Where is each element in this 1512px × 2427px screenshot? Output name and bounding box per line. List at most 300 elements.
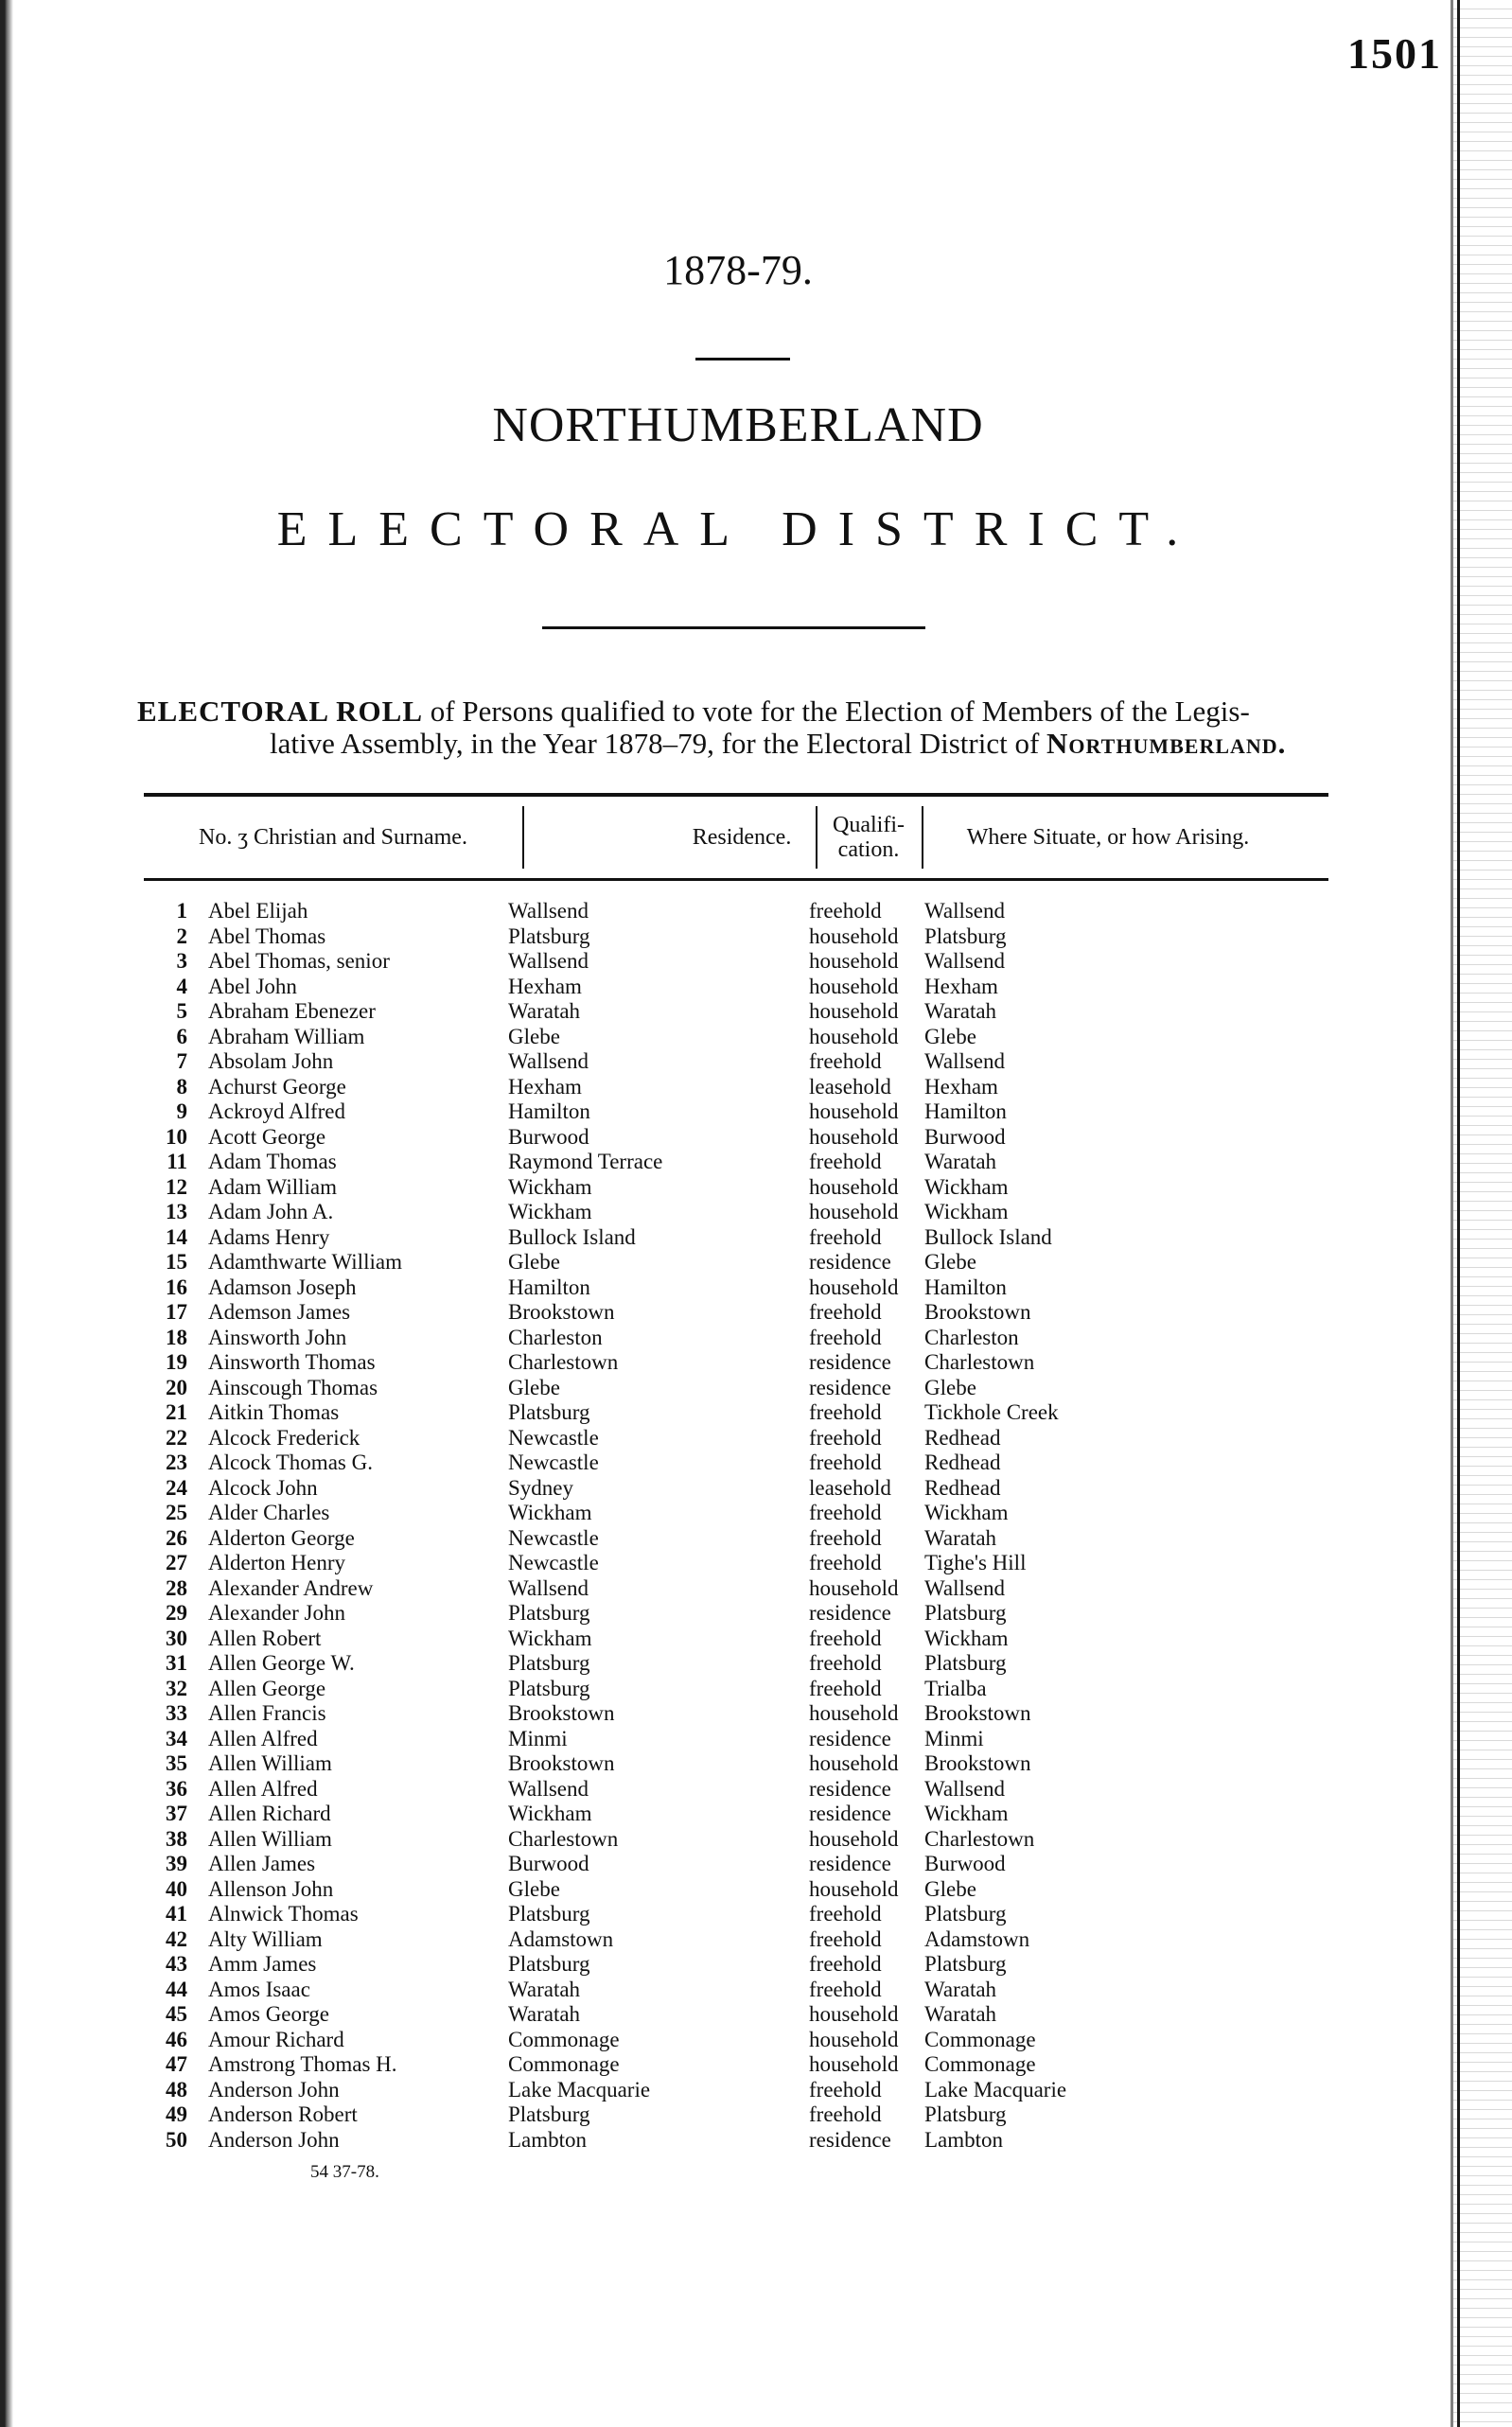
table-row (0, 999, 1512, 1025)
table-row (0, 1350, 1512, 1376)
voter-name: Alcock Frederick (208, 1425, 360, 1450)
row-number: 35 (166, 1751, 187, 1775)
residence: Wallsend (508, 1049, 589, 1073)
qualification: freehold (809, 1551, 882, 1574)
long-divider (542, 626, 925, 629)
qualification: freehold (809, 1451, 882, 1474)
row-number: 32 (166, 1676, 187, 1700)
qualification: household (809, 1275, 899, 1299)
qualification: household (809, 974, 899, 998)
residence: Wallsend (508, 1575, 589, 1600)
qualification: freehold (809, 1425, 882, 1450)
qualification: freehold (809, 1952, 882, 1976)
voter-name: Amm James (208, 1952, 317, 1976)
row-number: 39 (166, 1852, 187, 1875)
table-row (0, 1451, 1512, 1476)
voter-name: Allen George W. (208, 1651, 355, 1675)
voter-name: Aitkin Thomas (208, 1400, 340, 1424)
where-situate: Wallsend (924, 1049, 1006, 1073)
voter-name: Alcock Thomas G. (208, 1451, 373, 1474)
row-number: 34 (166, 1726, 187, 1750)
residence: Hamilton (508, 1099, 590, 1123)
row-number: 42 (166, 1926, 187, 1951)
where-situate: Wickham (924, 1200, 1009, 1223)
table-header (144, 793, 1328, 881)
row-number: 3 (176, 949, 187, 973)
row-number: 50 (166, 2127, 187, 2152)
row-number: 4 (176, 974, 187, 998)
voter-name: Abel John (208, 974, 297, 998)
row-number: 26 (166, 1525, 187, 1550)
residence: Glebe (508, 1250, 560, 1274)
residence: Hexham (508, 1074, 582, 1099)
where-situate: Glebe (924, 1250, 976, 1274)
table-row (0, 1501, 1512, 1526)
residence: Commonage (508, 2027, 620, 2051)
table-row (0, 1576, 1512, 1602)
qualification: freehold (809, 1224, 882, 1249)
voter-name: Ackroyd Alfred (208, 1099, 345, 1123)
residence: Burwood (508, 1124, 589, 1149)
row-number: 10 (166, 1124, 187, 1149)
voter-name: Abel Thomas (208, 923, 326, 948)
intro-text-line1: of Persons qualified to vote for the Election of Members of the Legis- (423, 695, 1250, 728)
row-number: 30 (166, 1626, 187, 1650)
qualification: freehold (809, 1626, 882, 1650)
where-situate: Commonage (924, 2027, 1036, 2051)
where-situate: Wickham (924, 1802, 1009, 1825)
where-situate: Brookstown (924, 1300, 1031, 1324)
table-row (0, 924, 1512, 950)
where-situate: Brookstown (924, 1701, 1031, 1725)
voter-name: Achurst George (208, 1074, 346, 1099)
table-row (0, 975, 1512, 1000)
residence: Glebe (508, 1876, 560, 1901)
qualification: residence (809, 1802, 891, 1825)
where-situate: Hamilton (924, 1099, 1007, 1123)
row-number: 18 (166, 1325, 187, 1349)
table-row (0, 1426, 1512, 1451)
row-number: 22 (166, 1425, 187, 1450)
table-row (0, 1376, 1512, 1401)
qualification: household (809, 1876, 899, 1901)
qualification: freehold (809, 1150, 882, 1173)
qualification: freehold (809, 899, 882, 923)
qualification: household (809, 1751, 899, 1775)
where-situate: Bullock Island (924, 1224, 1052, 1249)
where-situate: Wickham (924, 1626, 1009, 1650)
residence: Charlestown (508, 1826, 619, 1851)
voter-name: Allen Alfred (208, 1726, 318, 1750)
residence: Platsburg (508, 1676, 590, 1700)
qualification: freehold (809, 1300, 882, 1324)
qualification: household (809, 1024, 899, 1048)
table-row (0, 1802, 1512, 1827)
qualification: household (809, 2052, 899, 2076)
row-number: 23 (166, 1451, 187, 1474)
residence: Newcastle (508, 1551, 599, 1574)
where-situate: Platsburg (924, 923, 1007, 948)
qualification: residence (809, 1375, 891, 1399)
voter-name: Amos Isaac (208, 1977, 310, 2001)
table-row (0, 1952, 1512, 1978)
qualification: freehold (809, 1926, 882, 1951)
residence: Lambton (508, 2127, 588, 2152)
table-row (0, 1275, 1512, 1301)
table-row (0, 2078, 1512, 2103)
row-number: 41 (166, 1902, 187, 1926)
where-situate: Wallsend (924, 1575, 1006, 1600)
table-row (0, 2028, 1512, 2053)
table-row (0, 1250, 1512, 1275)
table-row (0, 1902, 1512, 1927)
qualification: leasehold (809, 1475, 891, 1500)
voter-name: Alderton Henry (208, 1551, 345, 1574)
qualification: residence (809, 1250, 891, 1274)
residence: Waratah (508, 999, 581, 1023)
district-name: NORTHUMBERLAND (492, 398, 984, 452)
voter-name: Alderton George (208, 1525, 355, 1550)
voter-name: Anderson Robert (208, 2102, 358, 2126)
qualification: household (809, 1826, 899, 1851)
voter-name: Allen Alfred (208, 1776, 318, 1801)
row-number: 36 (166, 1776, 187, 1801)
row-number: 48 (166, 2077, 187, 2102)
where-situate: Wallsend (924, 1776, 1006, 1801)
header-where: Where Situate, or how Arising. (966, 825, 1250, 850)
residence: Wickham (508, 1501, 592, 1524)
row-number: 29 (166, 1601, 187, 1625)
where-situate: Glebe (924, 1024, 976, 1048)
table-row (0, 1727, 1512, 1752)
residence: Minmi (508, 1726, 568, 1750)
voter-name: Adam Thomas (208, 1150, 337, 1173)
where-situate: Platsburg (924, 1902, 1007, 1926)
row-number: 2 (176, 923, 187, 948)
residence: Wallsend (508, 949, 589, 973)
table-row (0, 1400, 1512, 1426)
table-row (0, 1526, 1512, 1552)
voter-name: Amour Richard (208, 2027, 344, 2051)
where-situate: Charlestown (924, 1350, 1035, 1374)
qualification: freehold (809, 1977, 882, 2001)
table-row (0, 1150, 1512, 1175)
row-number: 12 (166, 1174, 187, 1199)
voter-name: Adamthwarte William (208, 1250, 402, 1274)
qualification: household (809, 1124, 899, 1149)
qualification: residence (809, 1350, 891, 1374)
qualification: leasehold (809, 1074, 891, 1099)
table-row (0, 1601, 1512, 1627)
table-row (0, 1651, 1512, 1677)
where-situate: Tighe's Hill (924, 1551, 1027, 1574)
table-row (0, 1326, 1512, 1351)
residence: Wickham (508, 1200, 592, 1223)
voter-name: Allen Richard (208, 1802, 331, 1825)
voter-name: Ainsworth Thomas (208, 1350, 376, 1374)
row-number: 20 (166, 1375, 187, 1399)
row-number: 40 (166, 1876, 187, 1901)
residence: Newcastle (508, 1425, 599, 1450)
qualification: residence (809, 2127, 891, 2152)
where-situate: Redhead (924, 1451, 1001, 1474)
table-row (0, 2052, 1512, 2078)
where-situate: Waratah (924, 1525, 997, 1550)
residence: Platsburg (508, 2102, 590, 2126)
where-situate: Platsburg (924, 1601, 1007, 1625)
voter-name: Alnwick Thomas (208, 1902, 359, 1926)
residence: Wallsend (508, 899, 589, 923)
voter-name: Allen George (208, 1676, 326, 1700)
where-situate: Waratah (924, 999, 997, 1023)
qualification: freehold (809, 1525, 882, 1550)
qualification: household (809, 1200, 899, 1223)
residence: Wallsend (508, 1776, 589, 1801)
qualification: household (809, 2027, 899, 2051)
intro-text-line2: lative Assembly, in the Year 1878–79, for the Electoral District of (270, 727, 1047, 760)
where-situate: Charlestown (924, 1826, 1035, 1851)
district-subtitle: ELECTORAL DISTRICT. (276, 502, 1200, 556)
where-situate: Tickhole Creek (924, 1400, 1059, 1424)
row-number: 45 (166, 2002, 187, 2026)
voter-name: Allenson John (208, 1876, 334, 1901)
voter-name: Amstrong Thomas H. (208, 2052, 397, 2076)
where-situate: Hamilton (924, 1275, 1007, 1299)
where-situate: Waratah (924, 1977, 997, 2001)
residence: Wickham (508, 1174, 592, 1199)
where-situate: Platsburg (924, 2102, 1007, 2126)
table-row (0, 1075, 1512, 1100)
header-no-name: No. ʒ Christian and Surname. (199, 825, 467, 850)
voter-name: Alcock John (208, 1475, 318, 1500)
where-situate: Wallsend (924, 899, 1006, 923)
roll-year: 1878-79. (663, 247, 813, 293)
residence: Commonage (508, 2052, 620, 2076)
residence: Brookstown (508, 1701, 615, 1725)
table-row (0, 2002, 1512, 2028)
where-situate: Hexham (924, 974, 998, 998)
where-situate: Burwood (924, 1124, 1006, 1149)
voter-name: Alder Charles (208, 1501, 330, 1524)
row-number: 33 (166, 1701, 187, 1725)
table-row (0, 1125, 1512, 1151)
row-number: 27 (166, 1551, 187, 1574)
intro-line2 (137, 728, 1334, 760)
qualification: residence (809, 1726, 891, 1750)
voter-name: Allen William (208, 1826, 332, 1851)
where-situate: Commonage (924, 2052, 1036, 2076)
row-number: 9 (176, 1099, 187, 1123)
header-qualification: Qualifi- cation. (833, 813, 905, 862)
residence: Hexham (508, 974, 582, 998)
residence: Platsburg (508, 1400, 590, 1424)
table-row (0, 949, 1512, 975)
table-row (0, 1877, 1512, 1903)
qualification: freehold (809, 2077, 882, 2102)
table-row (0, 1852, 1512, 1877)
residence: Wickham (508, 1802, 592, 1825)
residence: Newcastle (508, 1451, 599, 1474)
where-situate: Waratah (924, 2002, 997, 2026)
row-number: 19 (166, 1350, 187, 1374)
table-row (0, 1200, 1512, 1225)
qualification: freehold (809, 1049, 882, 1073)
row-number: 37 (166, 1802, 187, 1825)
where-situate: Burwood (924, 1852, 1006, 1875)
residence: Glebe (508, 1024, 560, 1048)
residence: Charlestown (508, 1350, 619, 1374)
voter-name: Absolam John (208, 1049, 334, 1073)
table-row (0, 1025, 1512, 1050)
residence: Waratah (508, 1977, 581, 2001)
voter-name: Adam John A. (208, 1200, 334, 1223)
row-number: 47 (166, 2052, 187, 2076)
qualification: residence (809, 1776, 891, 1801)
row-number: 16 (166, 1275, 187, 1299)
residence: Raymond Terrace (508, 1150, 663, 1173)
table-row (0, 1551, 1512, 1576)
qualification: freehold (809, 1501, 882, 1524)
voter-name: Alexander John (208, 1601, 345, 1625)
qualification: household (809, 949, 899, 973)
residence: Platsburg (508, 923, 590, 948)
qualification: residence (809, 1852, 891, 1875)
table-row (0, 899, 1512, 924)
qualification: freehold (809, 1676, 882, 1700)
where-situate: Hexham (924, 1074, 998, 1099)
residence: Wickham (508, 1626, 592, 1650)
header-residence: Residence. (692, 825, 792, 850)
short-divider (695, 358, 790, 361)
row-number: 13 (166, 1200, 187, 1223)
where-situate: Glebe (924, 1876, 976, 1901)
qualification: freehold (809, 2102, 882, 2126)
row-number: 21 (166, 1400, 187, 1424)
table-row (0, 2128, 1512, 2154)
qualification: household (809, 2002, 899, 2026)
voter-name: Allen William (208, 1751, 332, 1775)
residence: Platsburg (508, 1952, 590, 1976)
voter-name: Amos George (208, 2002, 329, 2026)
table-row (0, 1827, 1512, 1853)
qualification: household (809, 999, 899, 1023)
residence: Hamilton (508, 1275, 590, 1299)
table-row (0, 1627, 1512, 1652)
printer-reference: 54 37-78. (310, 2162, 379, 2182)
qualification: freehold (809, 1902, 882, 1926)
where-situate: Redhead (924, 1475, 1001, 1500)
table-row (0, 1476, 1512, 1502)
where-situate: Lake Macquarie (924, 2077, 1067, 2102)
residence: Platsburg (508, 1902, 590, 1926)
where-situate: Wallsend (924, 949, 1006, 973)
table-row (0, 1927, 1512, 1953)
residence: Adamstown (508, 1926, 614, 1951)
where-situate: Brookstown (924, 1751, 1031, 1775)
voter-name: Alty William (208, 1926, 323, 1951)
where-situate: Minmi (924, 1726, 984, 1750)
intro-district: Northumberland. (1046, 727, 1287, 760)
page-number: 1501 (1347, 29, 1442, 78)
voter-name: Ainsworth John (208, 1325, 347, 1349)
voter-name: Anderson John (208, 2127, 340, 2152)
voter-name: Allen Robert (208, 1626, 322, 1650)
voter-name: Ainscough Thomas (208, 1375, 378, 1399)
voter-name: Abel Thomas, senior (208, 949, 390, 973)
row-number: 15 (166, 1250, 187, 1274)
row-number: 7 (176, 1049, 187, 1073)
row-number: 44 (166, 1977, 187, 2001)
where-situate: Platsburg (924, 1651, 1007, 1675)
table-row (0, 1225, 1512, 1251)
qualification: freehold (809, 1400, 882, 1424)
residence: Newcastle (508, 1525, 599, 1550)
residence: Brookstown (508, 1300, 615, 1324)
voter-name: Allen James (208, 1852, 316, 1875)
residence: Burwood (508, 1852, 589, 1875)
residence: Glebe (508, 1375, 560, 1399)
row-number: 24 (166, 1475, 187, 1500)
row-number: 14 (166, 1224, 187, 1249)
voter-name: Abraham Ebenezer (208, 999, 376, 1023)
where-situate: Waratah (924, 1150, 997, 1173)
voter-name: Acott George (208, 1124, 326, 1149)
row-number: 17 (166, 1300, 187, 1324)
qualification: freehold (809, 1325, 882, 1349)
where-situate: Platsburg (924, 1952, 1007, 1976)
residence: Charleston (508, 1325, 603, 1349)
row-number: 49 (166, 2102, 187, 2126)
voter-name: Abraham William (208, 1024, 365, 1048)
where-situate: Wickham (924, 1501, 1009, 1524)
qualification: residence (809, 1601, 891, 1625)
voter-name: Abel Elijah (208, 899, 308, 923)
row-number: 8 (176, 1074, 187, 1099)
table-row (0, 1701, 1512, 1727)
residence: Waratah (508, 2002, 581, 2026)
table-row (0, 1300, 1512, 1326)
table-row (0, 1175, 1512, 1201)
where-situate: Charleston (924, 1325, 1019, 1349)
qualification: freehold (809, 1651, 882, 1675)
qualification: household (809, 1099, 899, 1123)
residence: Brookstown (508, 1751, 615, 1775)
where-situate: Wickham (924, 1174, 1009, 1199)
row-number: 25 (166, 1501, 187, 1524)
where-situate: Lambton (924, 2127, 1004, 2152)
voter-name: Anderson John (208, 2077, 340, 2102)
table-row (0, 2102, 1512, 2128)
row-number: 28 (166, 1575, 187, 1600)
table-row (0, 1777, 1512, 1803)
row-number: 31 (166, 1651, 187, 1675)
roll-introduction (137, 695, 1334, 760)
intro-lead: ELECTORAL ROLL (137, 695, 423, 728)
table-row (0, 1978, 1512, 2003)
table-row (0, 1099, 1512, 1125)
residence: Platsburg (508, 1601, 590, 1625)
where-situate: Adamstown (924, 1926, 1030, 1951)
where-situate: Redhead (924, 1425, 1001, 1450)
residence: Sydney (508, 1475, 573, 1500)
table-row (0, 1677, 1512, 1702)
voter-name: Alexander Andrew (208, 1575, 374, 1600)
table-row (0, 1751, 1512, 1777)
row-number: 1 (176, 899, 187, 923)
qualification: household (809, 1575, 899, 1600)
residence: Platsburg (508, 1651, 590, 1675)
row-number: 38 (166, 1826, 187, 1851)
